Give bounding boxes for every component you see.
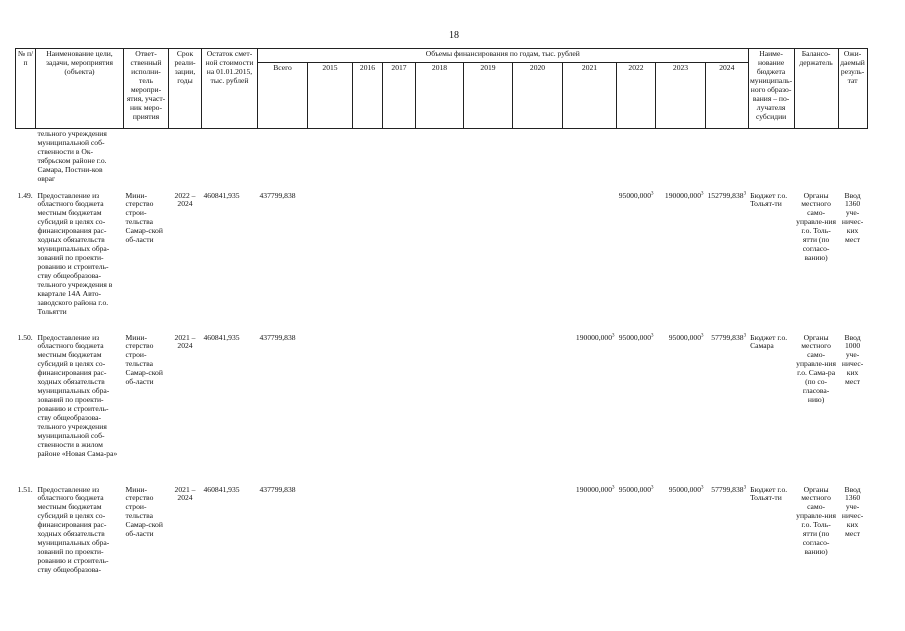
footnote-mark: 3 (743, 332, 747, 338)
header-remainder: Остаток смет-ной стоимости на 01.01.2015, тыс. рублей (202, 49, 258, 129)
page-number: 18 (449, 30, 459, 41)
row-total: 437799,838 (259, 332, 296, 342)
row-2022: 95000,000$^3$ (618, 190, 654, 200)
row-num: 1.51. (17, 484, 33, 494)
row-2021: 190000,000$^3$ (575, 484, 615, 494)
row-remainder: 460841,935 (203, 332, 240, 342)
footnote-mark: 3 (701, 332, 704, 338)
row-num: 1.50. (17, 332, 33, 342)
table-row (16, 333, 868, 485)
row-holder: Органы местного само-управле-ния г.о. Толь-ятти (по согласо-ванию) (796, 190, 836, 263)
financing-table (15, 48, 868, 595)
header-year: 2024 (706, 63, 749, 129)
continuation-name: тельного учреждения муниципальной соб-ственности в Ок-тябрьском районе г.о. Самара, Постни-ков овраг (37, 129, 107, 183)
continuation-row (16, 129, 868, 191)
header-year: 2018 (416, 63, 464, 129)
row-budget: Бюджет г.о. Самара (750, 332, 788, 351)
table-row (16, 485, 868, 595)
row-remainder: 460841,935 (203, 484, 240, 494)
row-budget: Бюджет г.о. Тольят-ти (750, 484, 788, 503)
header-year: 2022 (617, 63, 656, 129)
header-executor: Ответ-ственный исполни-тель меропри-ятия, участ-ник меро-приятия (124, 49, 169, 129)
header-term: Срок реали-зации, годы (169, 49, 202, 129)
table-row (16, 191, 868, 333)
row-2021 (563, 191, 617, 333)
footnote-mark: 3 (743, 190, 747, 196)
footnote-mark: 3 (651, 190, 654, 196)
row-2022: 95000,000$^3$ (618, 484, 654, 494)
row-2024: 57799,838$^3$ (711, 484, 747, 494)
row-2023: 95000,000$^3$ (668, 484, 704, 494)
row-term: 2021 – 2024 (174, 484, 196, 503)
header-year: 2015 (308, 63, 353, 129)
footnote-mark: 3 (651, 332, 654, 338)
row-2023: 190000,000$^3$ (664, 190, 704, 200)
row-name: Предоставление из областного бюджета местным бюджетам субсидий в целях со-финансирования рас-ходных обязательств муниципальных обра-зований по проекти-рованию и строитель-ству общеобразова-тельного учреждения муниципальной соб-ственности в жилом районе «Новая Сама-ра» (37, 332, 118, 458)
header-total: Всего (258, 63, 308, 129)
header-year: 2020 (513, 63, 563, 129)
row-term: 2022 – 2024 (174, 190, 196, 209)
footnote-mark: 3 (701, 190, 704, 196)
row-holder: Органы местного само-управле-ния г.о. Толь-ятти (по согласо-ванию) (796, 484, 836, 557)
header-year: 2023 (656, 63, 706, 129)
row-remainder: 460841,935 (203, 190, 240, 200)
header-holder: Балансо-держатель (794, 49, 838, 129)
header-num: № п/п (16, 49, 36, 129)
footnote-mark: 3 (701, 484, 704, 490)
header-year: 2021 (563, 63, 617, 129)
row-total: 437799,838 (259, 190, 296, 200)
row-budget: Бюджет г.о. Тольят-ти (750, 190, 788, 209)
row-2024: 152799,838$^3$ (707, 190, 747, 200)
header-name: Наименование цели, задачи, мероприятия (объекта) (36, 49, 124, 129)
header-year: 2019 (464, 63, 513, 129)
row-2023: 95000,000$^3$ (668, 332, 704, 342)
row-holder: Органы местного само-управле-ния г.о. Сама-ра (по со-гласова-нию) (796, 332, 836, 405)
row-result: Ввод 1000 уче-ничес-ких мест (841, 332, 864, 387)
header-result: Ожи-даемый резуль-тат (838, 49, 867, 129)
header-year: 2017 (383, 63, 416, 129)
row-name: Предоставление из областного бюджета местным бюджетам субсидий в целях со-финансирования рас-ходных обязательств муниципальных обра-зований по проекти-рованию и строитель-ству общеобразова- (37, 484, 110, 575)
header-row-1 (16, 49, 868, 63)
row-total: 437799,838 (259, 484, 296, 494)
header-budget: Наиме-нование бюджета муниципаль-ного образо-вания – по-лучателя субсидии (748, 49, 794, 129)
header-year: 2016 (353, 63, 383, 129)
footnote-mark: 3 (743, 484, 747, 490)
row-executor: Мини-стерство строи-тельства Самар-ской об-ласти (125, 190, 163, 245)
row-name: Предоставление из областного бюджета местным бюджетам субсидий в целях со-финансирования рас-ходных обязательств муниципальных обра-зований по проекти-рованию и строитель-ству общеобразова-тельного учреждения в квартале 14А Авто-заводского района г.о. Тольятти (37, 190, 113, 316)
footnote-mark: 3 (651, 484, 654, 490)
row-2024: 57799,838$^3$ (711, 332, 747, 342)
footnote-mark: 3 (612, 332, 615, 338)
row-executor: Мини-стерство строи-тельства Самар-ской об-ласти (125, 332, 163, 387)
row-result: Ввод 1360 уче-ничес-ких мест (841, 484, 864, 539)
row-result: Ввод 1360 уче-ничес-ких мест (841, 190, 864, 245)
header-volumes: Объемы финансирования по годам, тыс. рублей (258, 49, 749, 63)
row-executor: Мини-стерство строи-тельства Самар-ской об-ласти (125, 484, 163, 539)
row-2021: 190000,000$^3$ (575, 332, 615, 342)
row-term: 2021 – 2024 (174, 332, 196, 351)
footnote-mark: 3 (612, 484, 615, 490)
row-num: 1.49. (17, 190, 33, 200)
row-2022: 95000,000$^3$ (618, 332, 654, 342)
